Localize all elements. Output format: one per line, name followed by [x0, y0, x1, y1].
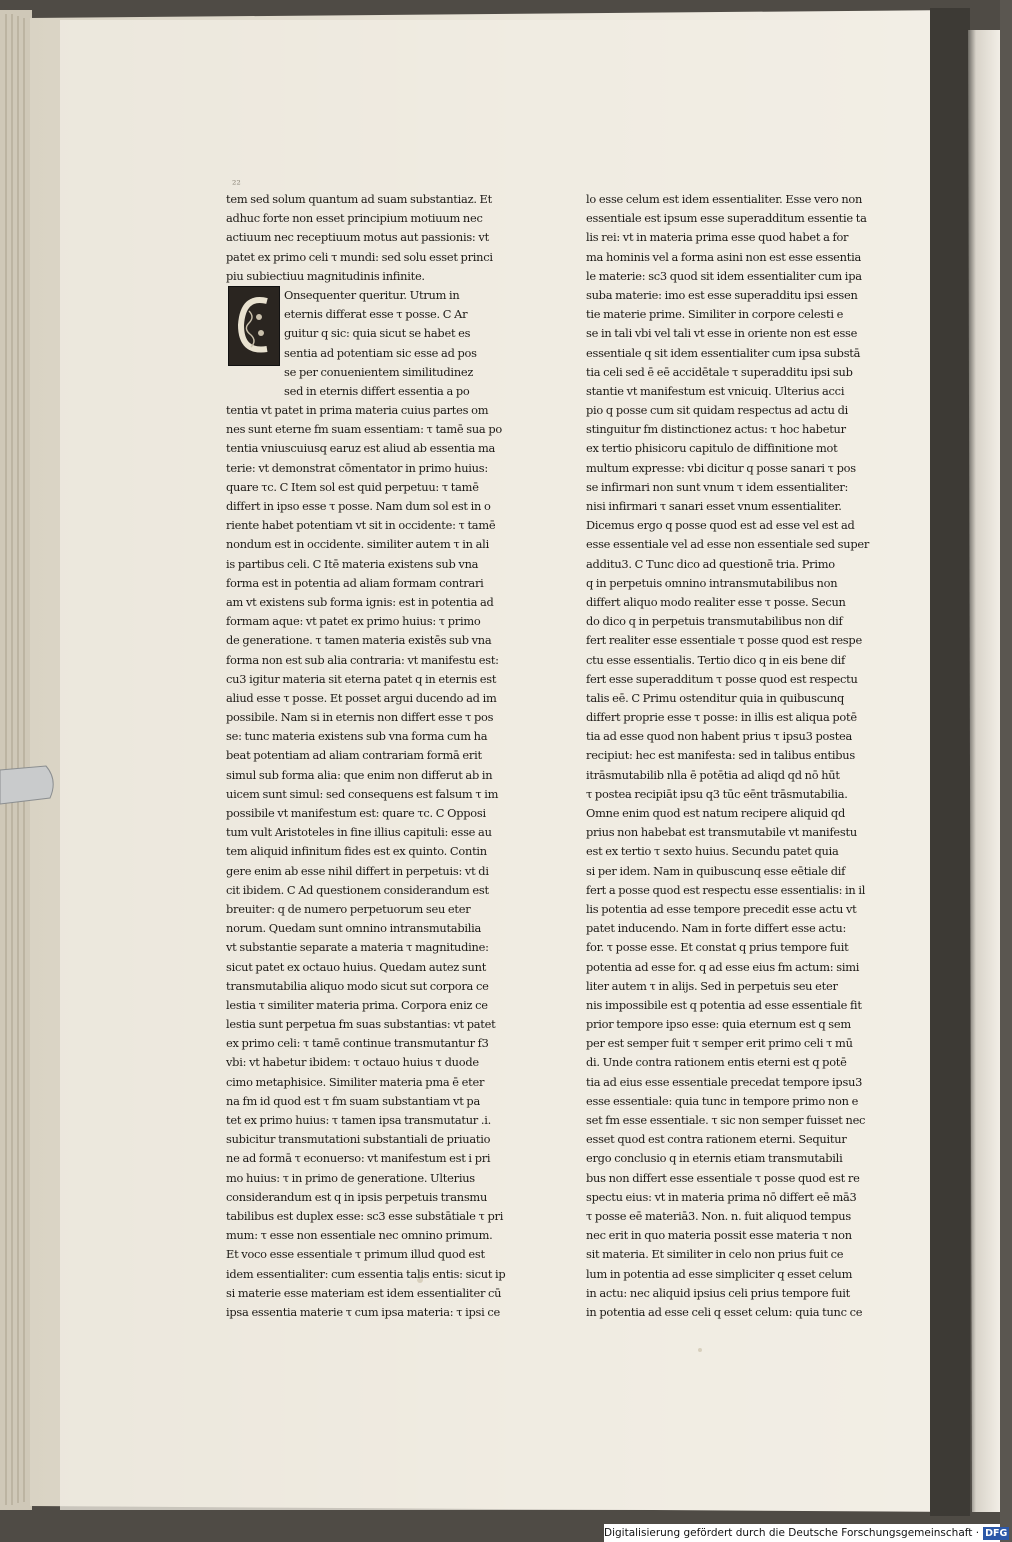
- text-line: vbi: vt habetur ibidem: τ octauo huius τ duode: [226, 1055, 479, 1070]
- text-line: patet ex primo celi τ mundi: sed solu esset princi: [226, 249, 493, 264]
- text-line: si per idem. Nam in quibuscunq esse eētiale dif: [586, 863, 846, 878]
- text-line: mum: τ esse non essentiale nec omnino primum.: [226, 1228, 493, 1243]
- text-line: na fm id quod est τ fm suam substantiam vt pa: [226, 1093, 480, 1108]
- text-line: lo esse celum est idem essentialiter. Esse vero non: [586, 192, 863, 206]
- text-line: sentia ad potentiam sic esse ad pos: [284, 345, 477, 360]
- text-line: liter autem τ in alijs. Sed in perpetuis seu eter: [586, 978, 838, 993]
- text-line: am vt existens sub forma ignis: est in potentia ad: [226, 594, 494, 609]
- text-line: considerandum est q in ipsis perpetuis transmu: [226, 1189, 488, 1204]
- text-line: aliud esse τ posse. Et posset argui ducendo ad im: [226, 690, 497, 705]
- text-line: idem essentialiter: cum essentia talis entis: sicut ip: [226, 1266, 506, 1281]
- right-text-column: [586, 190, 910, 1322]
- text-line: tia celi sed ē eē accidētale τ superadditu ipsi sub: [586, 364, 853, 379]
- text-line: essentiale est ipsum esse superadditum essentie ta: [586, 211, 867, 226]
- text-line: patet inducendo. Nam in forte differt esse actu:: [586, 921, 847, 936]
- text-line: prior tempore ipso esse: quia eternum est q sem: [586, 1017, 851, 1032]
- text-line: transmutabilia aliquo modo sicut sut corpora ce: [226, 978, 489, 993]
- text-line: essentiale q sit idem essentialiter cum ipsa substā: [586, 345, 861, 360]
- text-line: differt proprie esse τ posse: in illis est aliqua potē: [586, 710, 857, 725]
- text-line: gere enim ab esse nihil differt in perpetuis: vt di: [226, 863, 489, 878]
- text-line: beat potentiam ad aliam contrariam formā erit: [226, 748, 482, 763]
- text-line: itrāsmutabilib nlla ē potētia ad aliqd qd nō hūt: [586, 767, 840, 782]
- text-line: differt in ipso esse τ posse. Nam dum sol est in o: [226, 499, 491, 513]
- text-line: forma est in potentia ad aliam formam contrari: [226, 575, 484, 590]
- text-line: for. τ posse esse. Et constat q prius tempore fuit: [586, 940, 849, 955]
- text-line: actiuum nec receptiuum motus aut passionis: vt: [226, 230, 489, 245]
- text-line: ex tertio phisicoru capitulo de diffinitione mot: [586, 441, 838, 456]
- text-line: multum expresse: vbi dicitur q posse sanari τ pos: [586, 460, 856, 475]
- text-line: sed in eternis differt essentia a po: [284, 383, 470, 398]
- text-line: uicem sunt simul: sed consequens est falsum τ im: [226, 786, 499, 801]
- text-line: bus non differt esse essentiale τ posse quod est re: [586, 1170, 860, 1185]
- text-line: suba materie: imo est esse superadditu ipsi essen: [586, 287, 858, 302]
- text-line: subicitur transmutationi substantiali de priuatio: [226, 1132, 491, 1147]
- text-line: se per conuenientem similitudinez: [284, 364, 474, 379]
- text-line: guitur q sic: quia sicut se habet es: [284, 326, 471, 341]
- text-line: set fm esse essentiale. τ sic non semper fuisset nec: [586, 1113, 866, 1127]
- text-line: est ex tertio τ sexto huius. Secundu patet quia: [586, 844, 839, 859]
- text-line: do dico q in perpetuis transmutabilibus non dif: [586, 614, 843, 629]
- text-line: possibile. Nam si in eternis non differt esse τ pos: [226, 710, 494, 725]
- text-line: recipiut: hec est manifesta: sed in talibus entibus: [586, 748, 855, 763]
- text-line: piu subiectiuu magnitudinis infinite.: [226, 268, 425, 283]
- svg-text:²²: ²²: [232, 178, 241, 191]
- text-line: tet ex primo huius: τ tamen ipsa transmutatur .i.: [226, 1113, 492, 1127]
- text-line: nes sunt eterne fm suam essentiam: τ tamē sua po: [226, 422, 502, 437]
- text-line: nis impossibile est q potentia ad esse essentiale fit: [586, 997, 862, 1012]
- text-line: riente habet potentiam vt sit in occidente: τ tamē: [226, 518, 496, 533]
- text-line: per est semper fuit τ semper erit primo celi τ mū: [586, 1036, 853, 1051]
- text-line: τ postea recipiāt ipsu q3 tūc eēnt trāsmutabilia.: [586, 786, 848, 801]
- text-line: sicut patet ex octauo huius. Quedam autez sunt: [226, 959, 487, 974]
- text-line: lis potentia ad esse tempore precedit esse actu vt: [586, 901, 857, 916]
- text-line: vt substantie separate a materia τ magnitudine:: [226, 940, 489, 955]
- foliage-initial-icon: [229, 287, 279, 365]
- text-line: esset quod est contra rationem eterni. Sequitur: [586, 1132, 847, 1147]
- text-line: in actu: nec aliquid ipsius celi prius tempore fuit: [586, 1285, 851, 1300]
- digitization-footer: [604, 1524, 1008, 1542]
- text-line: se infirmari non sunt vnum τ idem essentialiter:: [586, 479, 849, 494]
- text-line: fert realiter esse essentiale τ posse quod est respe: [586, 633, 862, 648]
- text-line: in potentia ad esse celi q esset celum: quia tunc ce: [586, 1304, 863, 1319]
- footer-text: Digitalisierung gefördert durch die Deutsche Forschungsgemeinschaft ·: [604, 1527, 980, 1539]
- text-line: tabilibus est duplex esse: sc3 esse substātiale τ pri: [226, 1208, 504, 1223]
- text-line: nisi infirmari τ sanari esset vnum essentialiter.: [586, 499, 842, 513]
- text-line: tia ad eius esse essentiale precedat tempore ipsu3: [586, 1074, 863, 1089]
- text-line: stantie vt manifestum est vnicuiq. Ulterius acci: [586, 383, 845, 398]
- text-line: Onsequenter queritur. Utrum in: [284, 287, 460, 302]
- text-line: fert a posse quod est respectu esse essentialis: in il: [586, 882, 866, 897]
- text-line: terie: vt demonstrat cōmentator in primo huius:: [226, 460, 488, 475]
- left-text-column: [226, 190, 548, 1322]
- text-line: tia ad esse quod non habent prius τ ipsu3 postea: [586, 729, 853, 744]
- text-line: esse essentiale vel ad esse non essentiale sed super: [586, 537, 870, 552]
- text-line: differt aliquo modo realiter esse τ posse. Secun: [586, 594, 846, 609]
- text-line: ergo conclusio q in eternis etiam transmutabili: [586, 1151, 843, 1166]
- text-line: possibile vt manifestum est: quare τc. C Opposi: [226, 806, 486, 820]
- text-line: lis rei: vt in materia prima esse quod habet a for: [586, 230, 849, 245]
- text-line: quare τc. C Item sol est quid perpetuu: τ tamē: [226, 479, 479, 494]
- text-line: nec erit in quo materia possit esse materia τ non: [586, 1228, 852, 1243]
- text-line: ex primo celi: τ tamē continue transmutantur f3: [226, 1036, 489, 1051]
- text-line: additu3. C Tunc dico ad questionē tria. Primo: [586, 556, 835, 571]
- text-line: q in perpetuis omnino intransmutabilibus non: [586, 575, 838, 590]
- text-line: ctu esse essentialis. Tertio dico q in eis bene dif: [586, 652, 845, 667]
- text-line: mo huius: τ in primo de generatione. Ulterius: [226, 1170, 475, 1185]
- text-line: adhuc forte non esset principium motiuum nec: [226, 211, 483, 226]
- text-line: di. Unde contra rationem entis eterni est q potē: [586, 1055, 847, 1070]
- text-line: tem sed solum quantum ad suam substantiaz. Et: [226, 192, 492, 206]
- text-line: ipsa essentia materie τ cum ipsa materia: τ ipsi ce: [226, 1304, 501, 1319]
- text-line: norum. Quedam sunt omnino intransmutabilia: [226, 921, 482, 936]
- text-line: ma hominis vel a forma asini non est esse essentia: [586, 249, 862, 264]
- text-line: Et voco esse essentiale τ primum illud quod est: [226, 1247, 485, 1262]
- text-line: ne ad formā τ econuerso: vt manifestum est i pri: [226, 1151, 491, 1166]
- text-line: tentia vt patet in prima materia cuius partes om: [226, 403, 489, 418]
- text-line: tentia vniuscuiusq earuz est aliud ab essentia ma: [226, 441, 496, 456]
- text-line: sit materia. Et similiter in celo non prius fuit ce: [586, 1247, 844, 1262]
- text-line: pio q posse cum sit quidam respectus ad actu di: [586, 403, 849, 418]
- text-line: breuiter: q de numero perpetuorum seu eter: [226, 901, 471, 916]
- text-line: lum in potentia ad esse simpliciter q esset celum: [586, 1266, 853, 1281]
- text-line: potentia ad esse for. q ad esse eius fm actum: simi: [586, 959, 860, 974]
- text-line: fert esse superadditum τ posse quod est respectu: [586, 671, 858, 686]
- text-line: se: tunc materia existens sub vna forma cum ha: [226, 729, 488, 744]
- text-line: cimo metaphisice. Similiter materia pma ē eter: [226, 1074, 485, 1089]
- text-line: tem aliquid infinitum fides est ex quinto. Contin: [226, 844, 487, 859]
- text-line: nondum est in occidente. similiter autem τ in ali: [226, 537, 489, 552]
- text-line: Dicemus ergo q posse quod est ad esse vel est ad: [586, 518, 855, 533]
- text-line: formam aque: vt patet ex primo huius: τ primo: [226, 614, 481, 629]
- text-line: le materie: sc3 quod sit idem essentialiter cum ipa: [586, 268, 862, 283]
- text-line: se in tali vbi vel tali vt esse in oriente non est esse: [586, 326, 858, 341]
- text-line: eternis differat esse τ posse. C Ar: [284, 307, 468, 322]
- text-line: si materie esse materiam est idem essentialiter cū: [226, 1285, 502, 1300]
- text-line: spectu eius: vt in materia prima nō differt eē mā3: [586, 1189, 857, 1204]
- text-line: cu3 igitur materia sit eterna patet q in eternis est: [226, 671, 497, 686]
- text-line: prius non habebat est transmutabile vt manifestu: [586, 825, 857, 840]
- text-line: esse essentiale: quia tunc in tempore primo non e: [586, 1093, 859, 1108]
- text-line: simul sub forma alia: que enim non differut ab in: [226, 767, 493, 782]
- text-line: lestia τ similiter materia prima. Corpora eniz ce: [226, 997, 488, 1012]
- text-line: Omne enim quod est natum recipere aliquid qd: [586, 806, 846, 820]
- text-line: τ posse eē materiā3. Non. n. fuit aliquod tempus: [586, 1208, 851, 1223]
- text-line: tie materie prime. Similiter in corpore celesti e: [586, 307, 844, 322]
- text-line: forma non est sub alia contraria: vt manifestu est:: [226, 652, 499, 667]
- text-line: talis eē. C Primu ostenditur quia in quibuscunq: [586, 690, 845, 705]
- dfg-logo: DFG: [985, 1527, 1008, 1539]
- text-line: cit ibidem. C Ad questionem considerandum est: [226, 882, 489, 897]
- text-line: tum vult Aristoteles in fine illius capituli: esse au: [226, 825, 492, 840]
- text-line: lestia sunt perpetua fm suas substantias: vt patet: [226, 1017, 496, 1032]
- text-line: is partibus celi. C Itē materia existens sub vna: [226, 556, 479, 571]
- decorated-initial-c: [228, 286, 280, 366]
- text-line: stinguitur fm distinctionez actus: τ hoc habetur: [586, 422, 846, 437]
- text-line: de generatione. τ tamen materia existēs sub vna: [226, 633, 492, 648]
